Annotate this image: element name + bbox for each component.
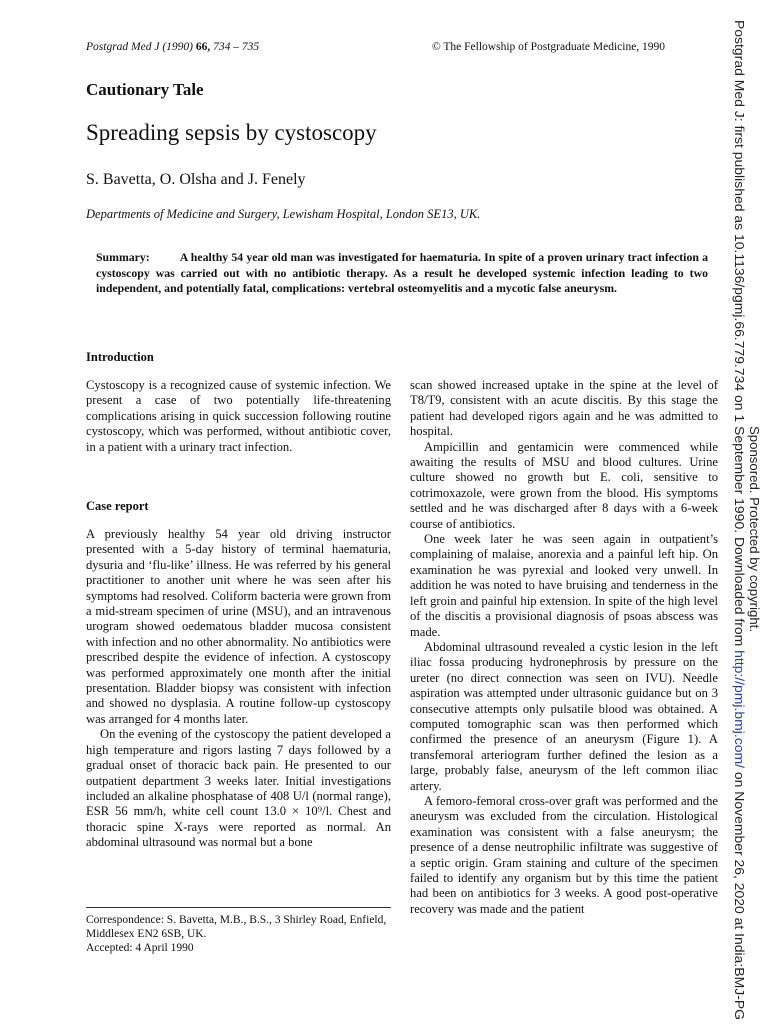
article-affiliation: Departments of Medicine and Surgery, Lewisham Hospital, London SE13, UK. — [86, 207, 481, 221]
journal-pages: 734 – 735 — [213, 41, 260, 53]
sidebar-rotated-text — [730, 20, 760, 1020]
article-title: Spreading sepsis by cystoscopy — [86, 120, 377, 145]
case-report-heading: Case report — [86, 499, 149, 513]
journal-reference — [86, 41, 259, 53]
correspondence-note: Correspondence: S. Bavetta, M.B., B.S., 3 Shirley Road, Enfield, Middlesex EN2 6SB, UK. — [86, 914, 387, 940]
accepted-date: Accepted: 4 April 1990 — [86, 942, 194, 954]
introduction-heading: Introduction — [86, 350, 154, 364]
footnote — [86, 913, 391, 955]
paragraph: Ampicillin and gentamicin were commenced while awaiting the results of MSU and blood cultures. Urine culture showed no growth but E. coli, sensitive to cotrimoxazole, were grown from the blood. His symptoms settled and he was discharged after 8 days with a 6-week course of antibiotics. — [410, 439, 718, 531]
article-section-label: Cautionary Tale — [86, 80, 204, 99]
summary-text: A healthy 54 year old man was investigated for haematuria. In spite of a proven urinary tract infection a cystoscopy was carried out with no antibiotic therapy. As a result he developed systemic infection leading to two independent, and potentially fatal, complications: vertebral osteomyelitis and a mycotic false aneurysm. — [96, 250, 708, 295]
article-authors: S. Bavetta, O. Olsha and J. Fenely — [86, 171, 306, 188]
journal-year: (1990) — [162, 41, 194, 53]
sidebar-link[interactable]: http://pmj.bmj.com/ — [732, 650, 747, 762]
download-citation-sidebar — [730, 20, 760, 1020]
paragraph: On the evening of the cystoscopy the patient developed a high temperature and rigors lasting 7 days followed by a gradual onset of thoracic back pain. He presented to our outpatient department 3 weeks later. Initial investigations included an alkaline phosphatase of 408 U/l (normal range), ESR 56 mm/h, white cell count 13.0 × 10⁹/l. Chest and thoracic spine X-rays were reported as normal. An abdominal ultrasound was normal but a bone — [86, 727, 391, 850]
summary-block — [96, 250, 708, 297]
right-column-body — [410, 378, 718, 917]
paragraph: A previously healthy 54 year old driving instructor presented with a 5-day history of terminal haematuria, dysuria and ‘flu-like’ illness. He was referred by his general practitioner to another unit where he was seen after his symptoms had resolved. Coliform bacteria were grown from a mid-stream specimen of urine (MSU), and an intravenous urogram showed oedematous bladder mucosa consistent with infection and no other abnormality. No antibiotics were prescribed despite the evidence of infection. A cystoscopy was performed approximately one month after the initial presentation. Bladder biopsy was consistent with infection and showed no dysplasia. A routine follow-up cystoscopy was arranged for 4 months later. — [86, 527, 391, 726]
summary-label: Summary: — [96, 250, 150, 264]
paragraph: Abdominal ultrasound revealed a cystic lesion in the left iliac fossa producing hydronephrosis by pressure on the ureter (no direct connection was seen on IVU). Needle aspiration was attempted under ultrasonic guidance but on 3 consecutive attempts only pulsatile blood was obtained. A computed tomographic scan was then performed which confirmed the presence of an aneurysm (Figure 1). A transfemoral arteriogram further defined the lesion as a large, probably false, aneurysm of the left common iliac artery. — [410, 639, 718, 793]
sidebar-line-1: Postgrad Med J: first published as 10.1136/pgmj.66.779.734 on 1 September 1990. Downloaded from http://pmj.bmj.com/ on November 26, 2020 at India:BMJ-PG — [732, 20, 747, 1007]
footnote-divider — [86, 907, 391, 908]
journal-name: Postgrad Med J — [86, 41, 160, 53]
journal-volume: 66, — [195, 41, 211, 53]
case-report-body — [86, 527, 391, 851]
paragraph: Cystoscopy is a recognized cause of systemic infection. We present a case of two potentially life-threatening complications arising in quick succession following routine cystoscopy, which was performed, without antibiotic cover, in a patient with a urinary tract infection. — [86, 378, 391, 454]
sidebar-line-2: Sponsored. Protected by copyright. — [747, 426, 762, 632]
paragraph: A femoro-femoral cross-over graft was performed and the aneurysm was excluded from the circulation. Histological examination was consistent with a false aneurysm; the presence of a dense neutrophilic infiltrate was suggestive of a septic origin. Gram staining and culture of the specimen failed to identify any organism but by this time the patient had been on antibiotics for 3 weeks. A good post-operative recovery was made and the patient — [410, 793, 718, 916]
paragraph: scan showed increased uptake in the spine at the level of T8/T9, consistent with an acute discitis. By this stage the patient had developed rigors again and he was admitted to hospital. — [410, 378, 718, 439]
copyright-notice: © The Fellowship of Postgraduate Medicine, 1990 — [432, 41, 666, 53]
introduction-body — [86, 378, 391, 455]
paragraph: One week later he was seen again in outpatient’s complaining of malaise, anorexia and a painful left hip. On examination he was pyrexial and looked very unwell. In addition he was noted to have bruising and tenderness in the left groin and painful hip extension. In spite of the high level of the discitis a provisional diagnosis of psoas abscess was made. — [410, 532, 718, 639]
